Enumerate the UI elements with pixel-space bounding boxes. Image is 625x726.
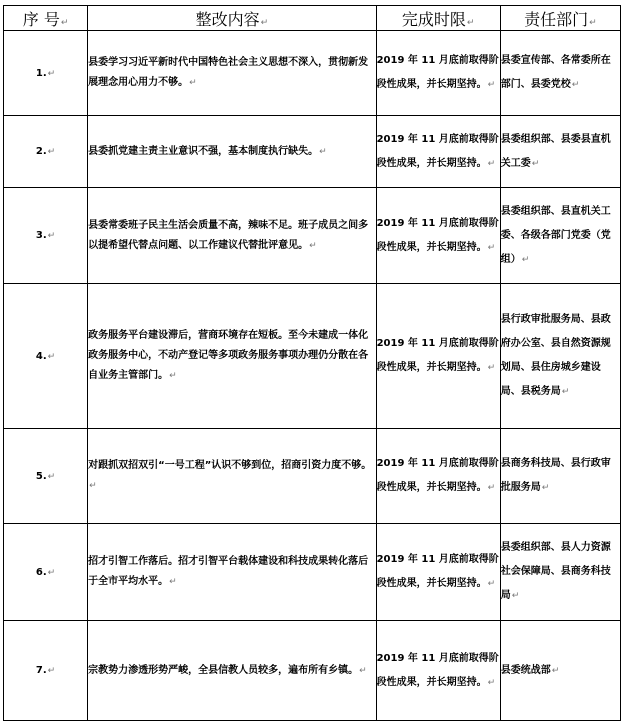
table-row xyxy=(4,429,621,524)
row-department: 县委宣传部、各常委所在部门、县委党校↵ xyxy=(500,31,620,116)
row-content: 招才引智工作落后。招才引智平台载体建设和科技成果转化落后于全市平均水平。↵ xyxy=(88,524,376,621)
row-content: 对跟抓双招双引“一号工程”认识不够到位，招商引资力度不够。↵ xyxy=(88,429,376,524)
header-index: 序 号↵ xyxy=(4,6,88,31)
row-index: 5.↵ xyxy=(4,429,88,524)
row-department: 县委统战部↵ xyxy=(500,621,620,721)
row-deadline: 2019 年 11 月底前取得阶段性成果，并长期坚持。↵ xyxy=(376,116,500,188)
row-content: 县委抓党建主责主业意识不强，基本制度执行缺失。↵ xyxy=(88,116,376,188)
row-content: 政务服务平台建设滞后，营商环境存在短板。至今未建成一体化政务服务中心，不动产登记等多项政务服务事项办理仍分散在各自业务主管部门。↵ xyxy=(88,284,376,429)
table-row xyxy=(4,188,621,284)
row-index: 4.↵ xyxy=(4,284,88,429)
header-content: 整改内容↵ xyxy=(88,6,376,31)
row-index: 2.↵ xyxy=(4,116,88,188)
table-header-row xyxy=(4,6,621,31)
row-deadline: 2019 年 11 月底前取得阶段性成果，并长期坚持。↵ xyxy=(376,284,500,429)
row-index: 7.↵ xyxy=(4,621,88,721)
rectification-table xyxy=(3,5,621,721)
table-row xyxy=(4,621,621,721)
table-row xyxy=(4,524,621,621)
row-deadline: 2019 年 11 月底前取得阶段性成果，并长期坚持。↵ xyxy=(376,621,500,721)
row-content: 县委学习习近平新时代中国特色社会主义思想不深入，贯彻新发展理念用心用力不够。↵ xyxy=(88,31,376,116)
table-row xyxy=(4,284,621,429)
row-department: 县委组织部、县委县直机关工委↵ xyxy=(500,116,620,188)
table-row xyxy=(4,31,621,116)
row-index: 6.↵ xyxy=(4,524,88,621)
row-index: 3.↵ xyxy=(4,188,88,284)
row-deadline: 2019 年 11 月底前取得阶段性成果，并长期坚持。↵ xyxy=(376,188,500,284)
header-department: 责任部门↵ xyxy=(500,6,620,31)
row-deadline: 2019 年 11 月底前取得阶段性成果，并长期坚持。↵ xyxy=(376,524,500,621)
row-index: 1.↵ xyxy=(4,31,88,116)
row-department: 县委组织部、县直机关工委、各级各部门党委（党组）↵ xyxy=(500,188,620,284)
row-deadline: 2019 年 11 月底前取得阶段性成果，并长期坚持。↵ xyxy=(376,31,500,116)
row-content: 宗教势力渗透形势严峻，全县信教人员较多，遍布所有乡镇。↵ xyxy=(88,621,376,721)
row-deadline: 2019 年 11 月底前取得阶段性成果，并长期坚持。↵ xyxy=(376,429,500,524)
row-content: 县委常委班子民主生活会质量不高，辣味不足。班子成员之间多以提希望代替点问题、以工作建议代替批评意见。↵ xyxy=(88,188,376,284)
header-deadline: 完成时限↵ xyxy=(376,6,500,31)
row-department: 县委组织部、县人力资源社会保障局、县商务科技局↵ xyxy=(500,524,620,621)
row-department: 县商务科技局、县行政审批服务局↵ xyxy=(500,429,620,524)
row-department: 县行政审批服务局、县政府办公室、县自然资源规划局、县住房城乡建设局、县税务局↵ xyxy=(500,284,620,429)
table-row xyxy=(4,116,621,188)
